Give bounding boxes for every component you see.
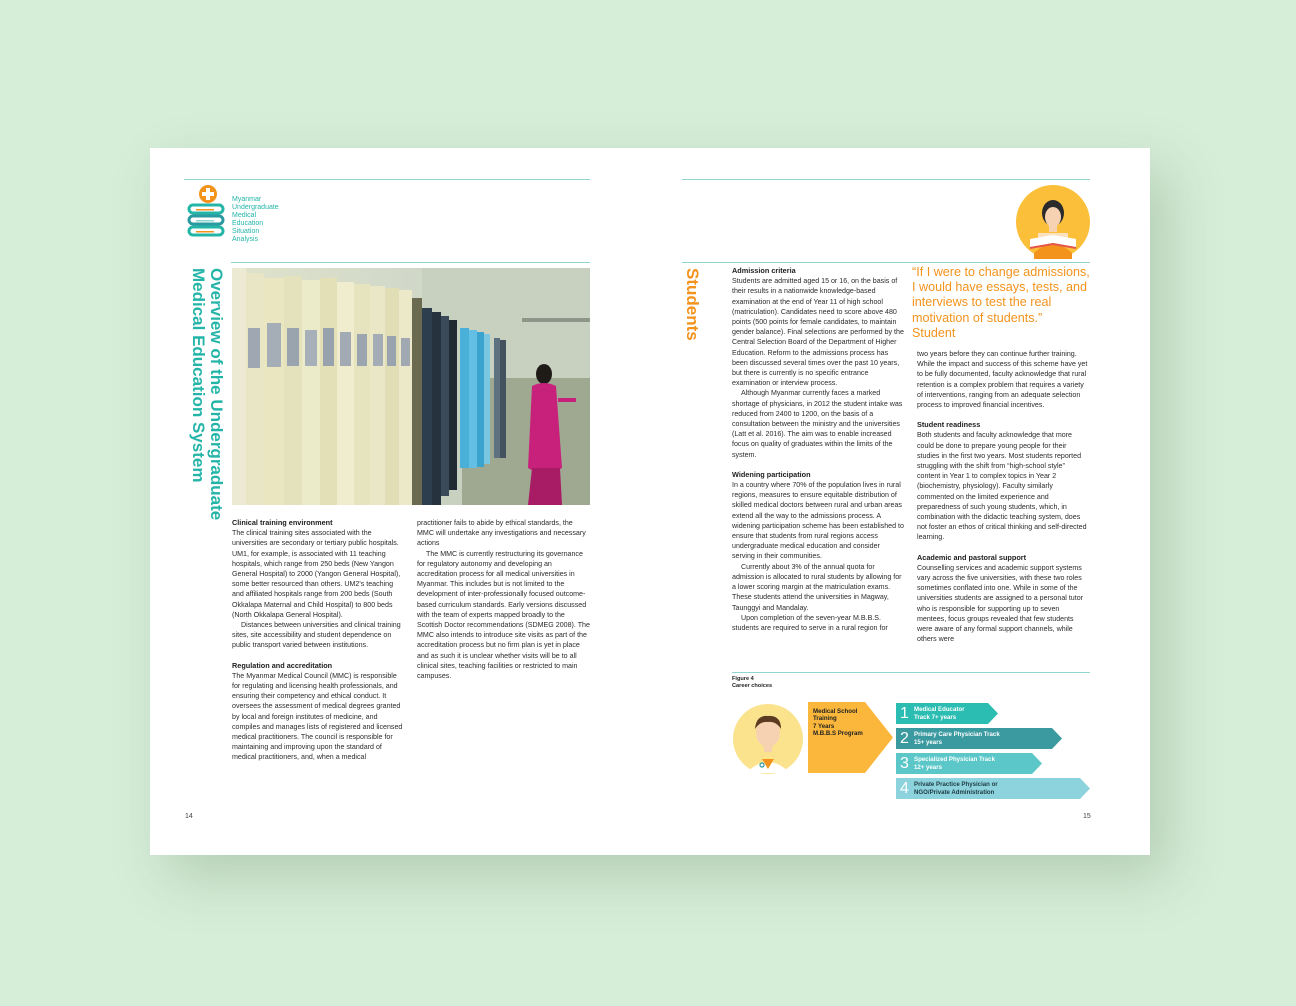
path-label: Private Practice Physician or NGO/Private Administration bbox=[914, 781, 998, 796]
paragraph: Although Myanmar currently faces a marked shortage of physicians, in 2012 the student intake was reduced from 2400 to 1200, on the basis of a consultation between the ministry and the universities (Latt et al. 2016). The aim was to enable increased focus on quality of graduates within the limits of the system. bbox=[732, 389, 903, 459]
doctor-avatar-icon bbox=[732, 703, 804, 775]
quote-author: Student bbox=[912, 325, 956, 340]
school-line: Training bbox=[813, 715, 837, 723]
logo bbox=[186, 184, 228, 244]
heading-admission: Admission criteria bbox=[732, 266, 796, 275]
logo-text bbox=[232, 196, 312, 244]
school-line: Medical School bbox=[813, 708, 858, 715]
top-rule-right bbox=[682, 179, 1090, 180]
career-path-3 bbox=[896, 753, 1042, 774]
left-column-1 bbox=[232, 518, 404, 763]
section-title-students bbox=[683, 268, 701, 341]
heading-regulation: Regulation and accreditation bbox=[232, 660, 333, 670]
school-box-text bbox=[813, 708, 863, 738]
paragraph: The MMC is currently restructuring its governance for regulatory autonomy and developing an accreditation process for all medical universities in Myanmar. This includes but is not limited to the development of inter-professionally focused outcome-based curriculum standards. Early versions discussed with the team of experts mapped broadly to the Scottish Doctor recommendations (SDMEG 2008). The MMC also intends to introduce site visits as part of the accreditation process but no firm plan is yet in place and as such it is unclear whether visits will be to all clinical sites, teaching facilities or restricted to main campuses. bbox=[417, 549, 590, 681]
paragraph: Currently about 3% of the annual quota for admission is allocated to rural students by allowing for a lower scoring margin at the matriculation exams. These students attend the universities in Magway, Taunggyi and Mandalay. bbox=[732, 562, 902, 612]
career-path-4 bbox=[896, 778, 1090, 799]
career-path-1 bbox=[896, 703, 998, 724]
path-number: 2 bbox=[900, 730, 909, 747]
medical-school-box bbox=[808, 702, 893, 773]
logo-line: Education bbox=[232, 220, 264, 227]
page-number-left: 14 bbox=[185, 813, 193, 820]
library-shelf-photo bbox=[232, 268, 590, 505]
paragraph: In a country where 70% of the population lives in rural regions, measures to ensure equitable distribution of skilled medical doctors between rural and urban areas extend all the way to the admissions process. A widening participation scheme has been established to ensure that students from rural regions access undergraduate medical education and consider serving in their communities. bbox=[732, 481, 904, 561]
paragraph: two years before they can continue further training. While the impact and success of this scheme have yet to be fully documented, faculty acknowledge that rural retention is a complex problem that requires a variety of interventions, ranging from an adequate selection process to improved financial incentives. bbox=[917, 350, 1088, 410]
content-rule-right bbox=[682, 262, 1090, 263]
heading-widening: Widening participation bbox=[732, 469, 811, 479]
path-number: 4 bbox=[900, 780, 909, 797]
left-column-2 bbox=[417, 518, 590, 681]
pull-quote bbox=[912, 265, 1090, 341]
figure-rule bbox=[732, 672, 1090, 673]
page-title bbox=[189, 268, 225, 520]
title-line-1: Overview of the Undergraduate bbox=[207, 268, 226, 521]
top-rule-left bbox=[184, 179, 590, 180]
logo-line: Undergraduate bbox=[232, 204, 279, 211]
career-path-2 bbox=[896, 728, 1062, 749]
page-number-right: 15 bbox=[1083, 813, 1091, 820]
logo-line: Situation bbox=[232, 228, 260, 235]
paragraph: Counselling services and academic support systems vary across the five universities, with these two roles sometimes conflated into one. While in some of the universities students are assigned to a personal tutor who is responsible for supporting up to seven mentees, focus groups revealed that few students were aware of any formal support channels, while others were bbox=[917, 563, 1084, 644]
heading-readiness: Student readiness bbox=[917, 420, 981, 430]
student-reading-icon bbox=[1016, 185, 1090, 259]
logo-line: Myanmar bbox=[232, 196, 262, 203]
school-line: M.B.B.S Program bbox=[813, 730, 863, 738]
content-rule-left bbox=[231, 262, 590, 263]
paragraph: Students are admitted aged 15 or 16, on the basis of their results in a nationwide knowledge-based examination at the end of Year 11 of high school (matriculation). Candidates need to score above 480 points (500 points for female candidates, to maintain gender balance). Final selections are performed by the Central Selection Board of the Department of Higher Education. Reform to the admissions process has been discussed several times over the past 10 years, but there is currently is no specific entrance examination or interview process. bbox=[732, 277, 904, 388]
path-label: Specialized Physician Track 12+ years bbox=[914, 756, 995, 771]
heading-support: Academic and pastoral support bbox=[917, 552, 1027, 562]
right-column-2 bbox=[917, 349, 1090, 644]
path-number: 1 bbox=[900, 705, 909, 722]
logo-line: Medical bbox=[232, 212, 257, 219]
paragraph: Upon completion of the seven-year M.B.B.S. students are required to serve in a rural region for bbox=[732, 613, 888, 632]
path-label: Primary Care Physician Track 15+ years bbox=[914, 731, 1000, 746]
paragraph: Both students and faculty acknowledge that more could be done to prepare young people for their studies in the first two years. Most students reported struggling with the shift from “high-school style” content in Year 1 to complex topics in Year 2 (biochemistry, physiology). Faculty similarly commented on the limited experience and preparedness of such young students, which, in combination with the didactic teaching system, does not foster an ethos of critical thinking and self-directed learning. bbox=[917, 431, 1087, 542]
figure-label: Figure 4 bbox=[732, 676, 754, 682]
school-line: 7 Years bbox=[813, 722, 835, 730]
quote-text: “If I were to change admissions, I would have essays, tests, and interviews to test the real motivation of students.” bbox=[912, 265, 1090, 325]
students-title-text: Students bbox=[683, 268, 702, 341]
logo-line: Analysis bbox=[232, 236, 259, 243]
path-label: Medical Educator Track 7+ years bbox=[914, 706, 965, 721]
paragraph: Distances between universities and clinical training sites, site accessibility and student dependence on public transport varied between institutions. bbox=[232, 621, 401, 650]
heading-clinical-training: Clinical training environment bbox=[232, 518, 333, 527]
title-line-2: Medical Education System bbox=[189, 268, 208, 483]
book-spread bbox=[150, 148, 1150, 855]
path-number: 3 bbox=[900, 755, 909, 772]
paragraph: practitioner fails to abide by ethical standards, the MMC will undertake any investigations and necessary actions bbox=[417, 519, 586, 548]
paragraph: The clinical training sites associated with the universities are secondary or tertiary public hospitals. UM1, for example, is associated with 11 teaching hospitals, which range from 250 beds (New Yangon General Hospital) to 2000 (Yangon General Hospital), some better resourced than others. UM2's teaching and affiliated hospitals range from 200 beds (South Okkalapa Maternal and Child Hospital) to 800 beds (North Okkalapa General Hospital). bbox=[232, 529, 401, 619]
books-cross-icon bbox=[186, 184, 228, 244]
figure-caption bbox=[732, 676, 772, 690]
paragraph: The Myanmar Medical Council (MMC) is responsible for regulating and licensing health professionals, and ensuring their competency and ethical conduct. It oversees the assessment of medical degrees granted by local and foreign institutes of medicine, and compiles and manages lists of registered and licensed medical practitioners. The council is responsible for maintaining and improving upon the standard of medical practitioners, and, when a medical bbox=[232, 671, 403, 762]
right-column-1 bbox=[732, 266, 904, 633]
figure-caption-text: Career choices bbox=[732, 683, 773, 689]
